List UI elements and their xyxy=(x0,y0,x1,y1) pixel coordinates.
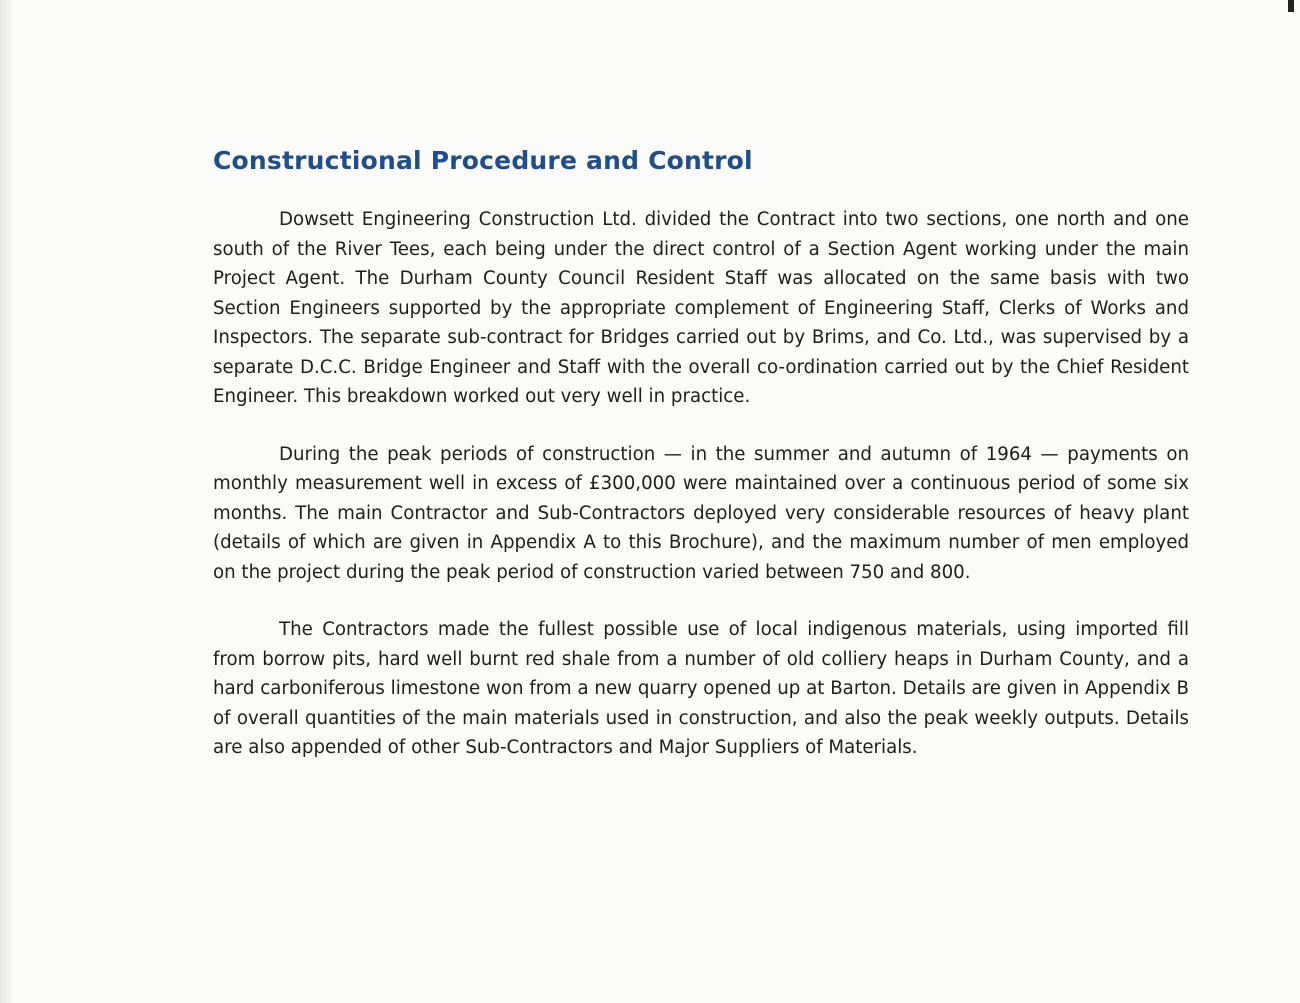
body-text xyxy=(213,205,1189,791)
scan-corner-mark xyxy=(1288,0,1294,12)
page-title: Constructional Procedure and Control xyxy=(213,146,753,175)
paragraph-peak-construction: During the peak periods of construction — in the summer and autumn of 1964 — payments on monthly measurement well in excess of £300,000 were maintained over a continuous period of some six months. The main Contractor and Sub-Contractors deployed very considerable resources of heavy plant (details of which are given in Appendix A to this Brochure), and the maximum number of men employed on the project during the peak period of construction varied between 750 and 800. xyxy=(213,443,1189,583)
paragraph-organisation: Dowsett Engineering Construction Ltd. divided the Contract into two sections, one north and one south of the River Tees, each being under the direct control of a Section Agent working under the main Project Agent. The Durham County Council Resident Staff was allocated on the same basis with two Section Engineers supported by the appropriate complement of Engineering Staff, Clerks of Works and Inspectors. The separate sub-contract for Bridges carried out by Brims, and Co. Ltd., was supervised by a separate D.C.C. Bridge Engineer and Staff with the overall co-ordination carried out by the Chief Resident Engineer. This breakdown worked out very well in practice. xyxy=(213,209,1189,407)
page-binding-edge xyxy=(0,0,14,1003)
paragraph-materials: The Contractors made the fullest possible use of local indigenous materials, using imported fill from borrow pits, hard well burnt red shale from a number of old colliery heaps in Durham County, and a hard carboniferous limestone won from a new quarry opened up at Barton. Details are given in Appendix B of overall quantities of the main materials used in construction, and also the peak weekly outputs. Details are also appended of other Sub-Contractors and Major Suppliers of Materials. xyxy=(213,619,1189,758)
